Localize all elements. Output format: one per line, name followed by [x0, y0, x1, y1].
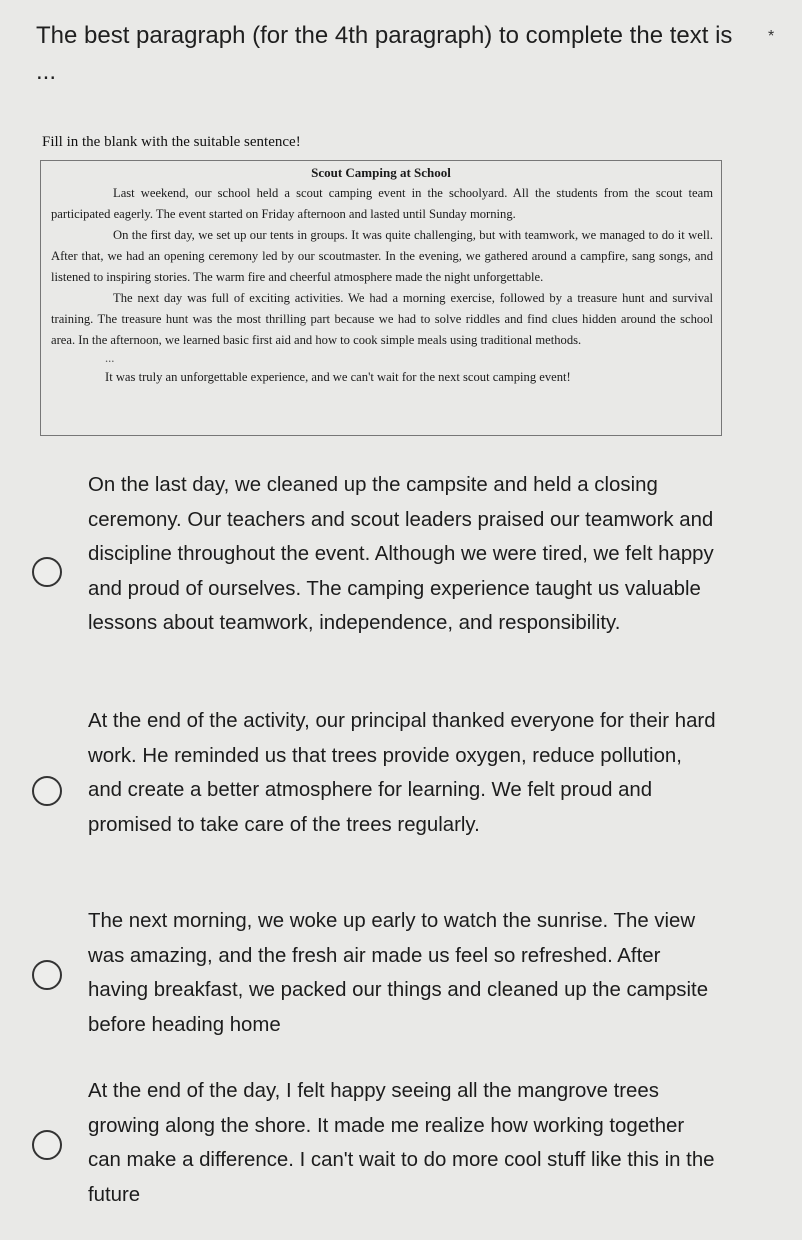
option-3-text: The next morning, we woke up early to watch the sunrise. The view was amazing, and the fresh air made us feel so refreshed. After having breakfast, we packed our things and cleaned up the campsite before heading home [88, 910, 709, 1036]
option-4-radio[interactable] [32, 1130, 62, 1160]
passage-title: Scout Camping at School [311, 165, 451, 180]
option-1-radio[interactable] [32, 557, 62, 587]
question-title: The best paragraph (for the 4th paragraph) to complete the text is ... [36, 22, 733, 85]
required-asterisk: * [768, 28, 775, 45]
option-3-radio[interactable] [32, 960, 62, 990]
option-2-text: At the end of the activity, our principal thanked everyone for their hard work. He reminded us that trees provide oxygen, reduce pollution, and create a better atmosphere for learning. We felt proud and promised to take care of the trees regularly. [88, 710, 716, 836]
passage-paragraph-1: Last weekend, our school held a scout camping event in the schoolyard. All the students from the scout team participated eagerly. The event started on Friday afternoon and lasted until Sunday morning. [51, 186, 713, 221]
option-4-text: At the end of the day, I felt happy seeing all the mangrove trees growing along the shore. It made me realize how working together can make a difference. I can't wait to do more cool stuff like this in the future [88, 1080, 715, 1206]
passage-paragraph-3: The next day was full of exciting activities. We had a morning exercise, followed by a treasure hunt and survival training. The treasure hunt was the most thrilling part because we had to solve riddles and find clues hidden around the school area. In the afternoon, we learned basic first aid and how to cook simple meals using traditional methods. [51, 291, 713, 347]
instruction-text: Fill in the blank with the suitable sentence! [42, 134, 301, 150]
passage-box [40, 160, 722, 436]
passage-closing: It was truly an unforgettable experience, and we can't wait for the next scout camping event! [105, 370, 571, 384]
passage-blank: ... [105, 351, 115, 365]
option-2-radio[interactable] [32, 776, 62, 806]
option-1-text: On the last day, we cleaned up the campsite and held a closing ceremony. Our teachers and scout leaders praised our teamwork and discipline throughout the event. Although we were tired, we felt happy and proud of ourselves. The camping experience taught us valuable lessons about teamwork, independence, and responsibility. [88, 474, 714, 634]
passage-paragraph-2: On the first day, we set up our tents in groups. It was quite challenging, but with teamwork, we managed to do it well. After that, we had an opening ceremony led by our scoutmaster. In the evening, we gathered around a campfire, sang songs, and listened to inspiring stories. The warm fire and cheerful atmosphere made the night unforgettable. [51, 228, 713, 284]
